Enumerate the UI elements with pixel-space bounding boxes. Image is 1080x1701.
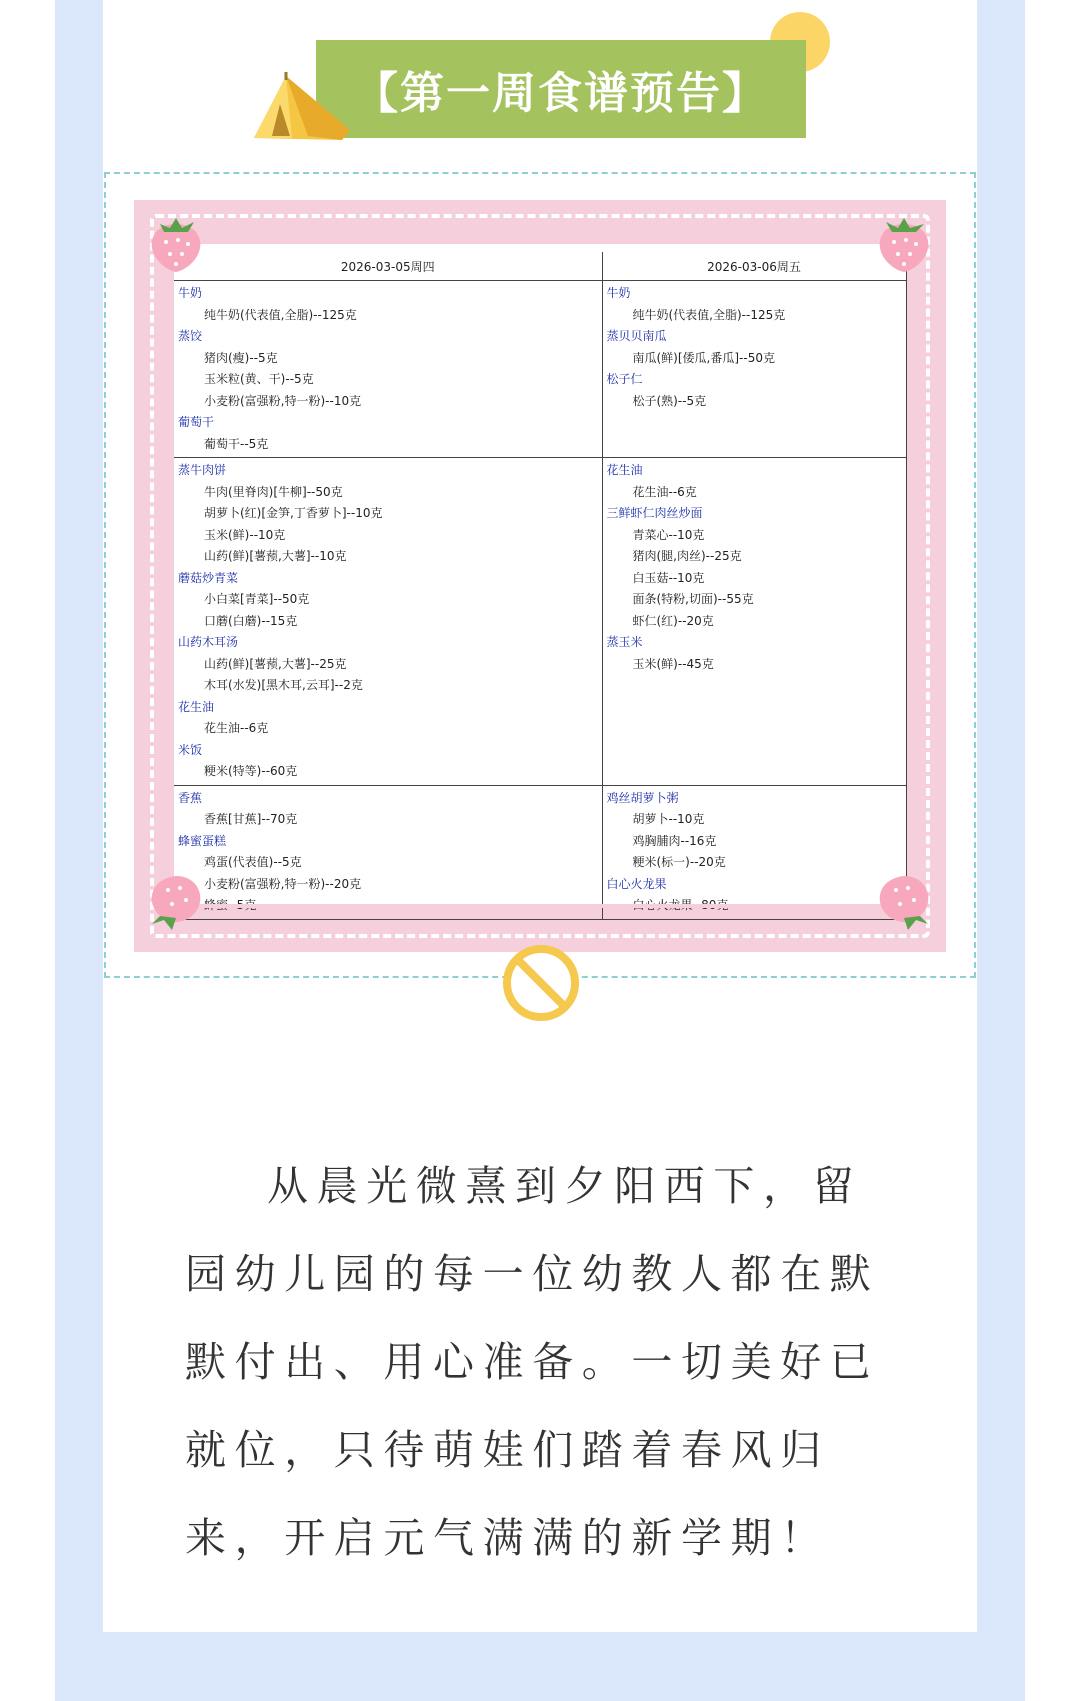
ingredient-item: 虾仁(红)--20克: [632, 613, 714, 628]
column-header-friday: 2026-03-06周五: [602, 252, 906, 281]
intro-paragraph: 从晨光微熹到夕阳西下，留园幼儿园的每一位幼教人都在默默付出、用心准备。一切美好已就位，只待萌娃们踏着春风归来，开启元气满满的新学期！: [185, 1162, 880, 1562]
ingredient-item: 香蕉[甘蕉]--70克: [204, 812, 298, 826]
ingredient-item: 猪肉(腿,肉丝)--25克: [632, 549, 742, 563]
ingredient-item: 口蘑(白蘑)--15克: [204, 613, 298, 628]
dish-name: 三鲜虾仁肉丝炒面: [606, 506, 703, 520]
ingredient-item: 粳米(标一)--20克: [632, 855, 726, 869]
dish-name: 花生油: [178, 699, 215, 714]
ingredient-item: 小麦粉(富强粉,特一粉)--20克: [204, 876, 362, 891]
menu-cell: [602, 785, 906, 919]
page-title: 【第一周食谱预告】: [354, 68, 768, 119]
dish-name: 蒸牛肉饼: [178, 463, 227, 477]
menu-cell: [174, 281, 602, 458]
tent-icon: [246, 70, 356, 142]
no-sign-icon: [502, 944, 580, 1022]
ingredient-item: 花生油--6克: [204, 721, 269, 735]
ingredient-item: 纯牛奶(代表值,全脂)--125克: [632, 307, 786, 322]
ingredient-item: 青菜心--10克: [632, 527, 705, 542]
dish-name: 白心火龙果: [606, 876, 667, 891]
dish-name: 鸡丝胡萝卜粥: [606, 790, 679, 805]
strawberry-icon: [146, 210, 206, 274]
dish-name: 松子仁: [606, 372, 643, 386]
column-header-thursday: 2026-03-05周四: [174, 252, 602, 281]
menu-cell: [174, 785, 602, 919]
ingredient-item: 松子(熟)--5克: [632, 393, 707, 408]
dish-name: 牛奶: [178, 286, 203, 300]
menu-row: [174, 458, 906, 786]
menu-cell: [174, 458, 602, 786]
ingredient-item: 南瓜(鲜)[倭瓜,番瓜]--50克: [632, 350, 775, 365]
menu-cell: [602, 281, 906, 458]
ingredient-item: 花生油--6克: [632, 484, 697, 499]
menu-bottom-edge: [174, 904, 906, 908]
strawberry-icon: [874, 872, 934, 936]
ingredient-item: 玉米(鲜)--45克: [632, 656, 714, 671]
ingredient-item: 面条(特粉,切面)--55克: [632, 592, 754, 606]
dish-name: 蜂蜜蛋糕: [178, 833, 227, 848]
ingredient-item: 玉米粒(黄、干)--5克: [204, 372, 314, 386]
dish-name: 蘑菇炒青菜: [178, 570, 239, 585]
menu-table: [174, 252, 907, 920]
menu-table-image: [174, 244, 906, 904]
ingredient-item: 山药(鲜)[薯蓣,大薯]--25克: [204, 656, 347, 671]
menu-row: [174, 281, 906, 458]
dish-name: 牛奶: [606, 286, 631, 300]
dish-name: 葡萄干: [178, 415, 215, 429]
ingredient-item: 猪肉(瘦)--5克: [204, 350, 278, 365]
ingredient-item: 白玉菇--10克: [632, 570, 705, 585]
title-banner: [316, 40, 806, 138]
ingredient-item: 牛肉(里脊肉)[牛柳]--50克: [204, 484, 343, 499]
ingredient-item: 鸡胸脯肉--16克: [632, 833, 717, 848]
ingredient-item: 鸡蛋(代表值)--5克: [204, 855, 302, 869]
ingredient-item: 粳米(特等)--60克: [204, 764, 298, 778]
ingredient-item: 小麦粉(富强粉,特一粉)--10克: [204, 393, 362, 408]
ingredient-item: 胡萝卜(红)[金笋,丁香萝卜]--10克: [204, 506, 383, 520]
dish-name: 山药木耳汤: [178, 635, 239, 649]
dish-name: 花生油: [606, 463, 643, 477]
ingredient-item: 葡萄干--5克: [204, 436, 269, 451]
menu-row: [174, 785, 906, 919]
ingredient-item: 木耳(水发)[黑木耳,云耳]--2克: [204, 678, 363, 692]
strawberry-icon: [146, 872, 206, 936]
ingredient-item: 玉米(鲜)--10克: [204, 527, 286, 542]
ingredient-item: 纯牛奶(代表值,全脂)--125克: [204, 307, 357, 322]
menu-cell: [602, 458, 906, 786]
ingredient-item: 山药(鲜)[薯蓣,大薯]--10克: [204, 549, 347, 563]
dish-name: 米饭: [178, 742, 203, 757]
strawberry-icon: [874, 210, 934, 274]
ingredient-item: 小白菜[青菜]--50克: [204, 592, 310, 606]
ingredient-item: 胡萝卜--10克: [632, 812, 705, 826]
dish-name: 蒸饺: [178, 329, 203, 343]
dish-name: 香蕉: [178, 790, 203, 805]
dish-name: 蒸贝贝南瓜: [606, 329, 667, 343]
dish-name: 蒸玉米: [606, 635, 643, 649]
